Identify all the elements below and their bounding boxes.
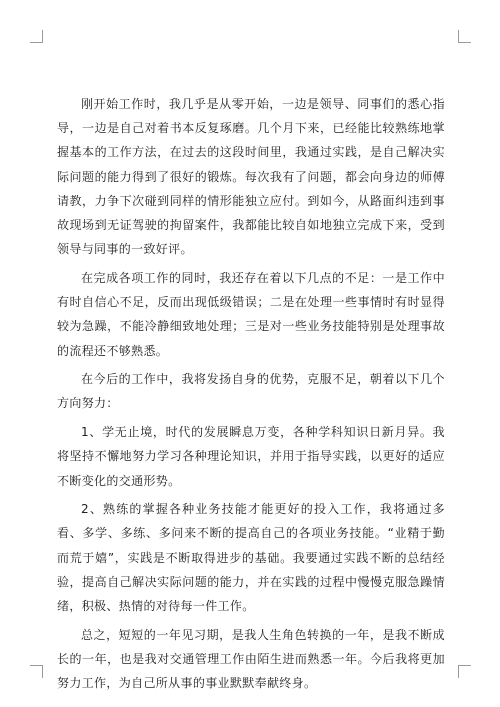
paragraph: 在完成各项工作的同时，我还存在着以下几点的不足：一是工作中有时自信心不足，反而出现低级错误；二是在处理一些事情时有时显得较为急躁，不能冷静细致地处理；三是对一些业务技能特别是处理事故的流程还不够熟悉。 [57,270,445,358]
paragraph: 2、熟练的掌握各种业务技能才能更好的投入工作，我将通过多看、多学、多练、多问来不断的提高自己的各项业务技能。“业精于勤而荒于嬉”，实践是不断取得进步的基础。我要通过实践不断的总结经验，提高自己解决实际问题的能力，并在实践的过程中慢慢克服急躁情绪，积极、热情的对待每一件工作。 [57,502,445,614]
document-body [57,92,445,700]
paragraph: 1、学无止境，时代的发展瞬息万变，各种学科知识日新月异。我将坚持不懈地努力学习各种理论知识，并用于指导实践，以更好的适应不断变化的交通形势。 [57,425,445,488]
crop-mark-bottom-left [30,665,43,678]
paragraph: 总之，短短的一年见习期，是我人生角色转换的一年，是我不断成长的一年，也是我对交通管理工作由陌生进而熟悉一年。今后我将更加努力工作，为自己所从事的事业默默奉献终身。 [57,627,445,691]
paragraph: 刚开始工作时，我几乎是从零开始，一边是领导、同事们的悉心指导，一边是自己对着书本反复琢磨。几个月下来，已经能比较熟练地掌握基本的工作方法，在过去的这段时间里，我通过实践，是自己解决实际问题的能力得到了很好的锻炼。每次我有了问题，都会向身边的师傅请教，力争下次碰到同样的情形能独立应付。到如今，从路面纠违到事故现场到无证驾驶的拘留案件，我都能比较自如地独立完成下来，受到领导与同事的一致好评。 [57,97,445,257]
paragraph: 在今后的工作中，我将发扬自身的优势，克服不足，朝着以下几个方向努力： [57,372,445,411]
crop-mark-top-left [30,30,43,43]
crop-mark-bottom-right [458,665,471,678]
crop-mark-top-right [458,30,471,43]
